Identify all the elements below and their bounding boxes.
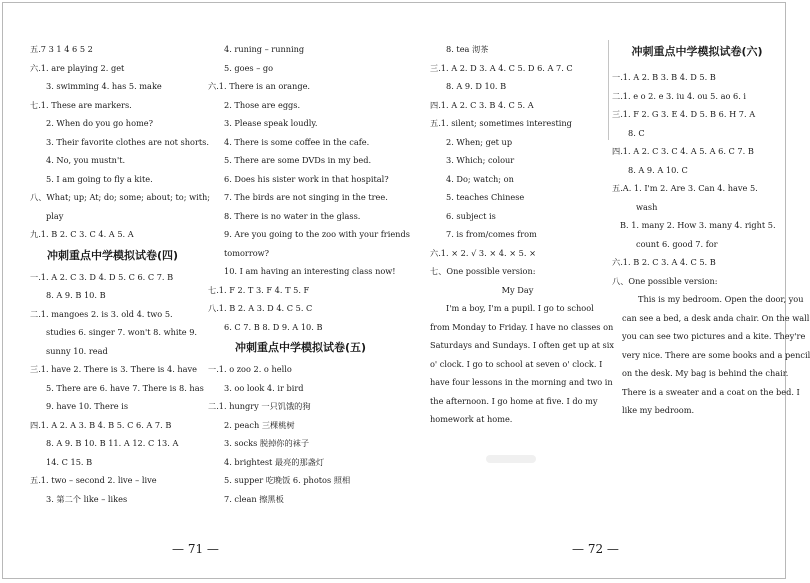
answer-line: 4. brightest 最亮的那盏灯 — [224, 456, 325, 467]
answer-line: 五.1. two – second 2. live – live — [30, 475, 157, 485]
answer-block — [430, 40, 605, 281]
answer-line: 8. There is no water in the glass. — [224, 210, 361, 221]
answer-block — [30, 268, 204, 509]
essay-paragraph — [430, 299, 614, 429]
answer-line: 5. There are 6. have 7. There is 8. has — [46, 382, 204, 393]
answer-line: 3. 第二个 like – likes — [46, 493, 128, 504]
answer-line: 二.1. e o 2. e 3. iu 4. ou 5. ao 6. i — [612, 90, 747, 101]
page-number-right: — 72 — — [572, 542, 619, 556]
answer-line: wash — [636, 201, 658, 212]
answer-line: 5. teaches Chinese — [446, 192, 525, 202]
answer-line: 五.7 3 1 4 6 5 2 — [30, 44, 93, 54]
answer-line: 五.1. silent; sometimes interesting — [430, 118, 572, 128]
answer-line: 8. C — [628, 127, 645, 138]
answer-block — [208, 40, 410, 336]
answer-line: 8. A 9. B 10. B 11. A 12. C 13. A — [46, 438, 179, 448]
answer-line: 6. subject is — [446, 210, 496, 221]
essay-line: from Monday to Friday. I have no classes on — [430, 321, 614, 332]
essay-line: you can see two pictures and a kite. They're — [622, 331, 806, 341]
answer-line: 六.1. are playing 2. get — [30, 62, 125, 73]
answer-line: 4. There is some coffee in the cafe. — [224, 136, 370, 147]
essay-line: There is a sweater and a coat on the bed. I — [622, 386, 800, 397]
answer-line: 六.1. There is an orange. — [208, 81, 311, 91]
answer-line: play — [46, 210, 64, 221]
answer-line: 8. A 9. B 10. B — [46, 290, 106, 300]
column-divider — [608, 40, 609, 140]
essay-line: Saturdays and Sundays. I often get up at six — [430, 340, 614, 350]
answer-line: 6. Does his sister work in that hospital? — [224, 173, 389, 184]
answer-line: 3. Please speak loudly. — [224, 118, 318, 128]
section-title-exam-6: 冲刺重点中学模拟试卷(六) — [631, 45, 763, 58]
section-title-exam-4: 冲刺重点中学模拟试卷(四) — [46, 248, 179, 262]
essay-line: the afternoon. I go home at five. I do my — [430, 395, 598, 406]
answer-line: 4. runing – running — [224, 44, 305, 54]
scan-smudge — [486, 455, 536, 463]
answer-line: 3. socks 脱掉你的袜子 — [224, 438, 310, 448]
essay-line: I'm a boy, I'm a pupil. I go to school — [446, 303, 594, 313]
answer-line: count 6. good 7. for — [636, 238, 718, 249]
answer-line: 5. goes – go — [224, 62, 274, 73]
answer-line: 8. tea 沏茶 — [446, 44, 489, 54]
answer-line: 5. supper 吃晚饭 6. photos 照相 — [224, 475, 351, 485]
answer-line: 五.A. 1. I'm 2. Are 3. Can 4. have 5. — [612, 183, 758, 193]
answer-line: 9. Are you going to the zoo with your friends — [224, 229, 410, 239]
answer-line: 3. Their favorite clothes are not shorts. — [46, 136, 209, 147]
answer-line: 七、One possible version: — [430, 266, 536, 276]
essay-line: homework at home. — [430, 414, 513, 424]
answer-line: 14. C 15. B — [46, 456, 93, 467]
answer-line: 2. When do you go home? — [46, 118, 154, 128]
answer-line: studies 6. singer 7. won't 8. white 9. — [46, 327, 198, 337]
answer-line: 4. Do; watch; on — [446, 173, 514, 184]
answer-line: sunny 10. read — [46, 345, 108, 356]
answer-line: 三.1. A 2. D 3. A 4. C 5. D 6. A 7. C — [430, 62, 573, 73]
answer-block — [208, 360, 393, 508]
answer-line: 七.1. These are markers. — [30, 99, 132, 110]
answer-line: 八.1. B 2. A 3. D 4. C 5. C — [208, 303, 313, 313]
answer-line: 9. have 10. There is — [46, 401, 129, 411]
answer-line: 10. I am having an interesting class now! — [224, 266, 396, 276]
section-title-exam-5: 冲刺重点中学模拟试卷(五) — [234, 341, 367, 354]
answer-line: 5. I am going to fly a kite. — [46, 173, 153, 184]
answer-line: B. 1. many 2. How 3. many 4. right 5. — [620, 220, 776, 230]
answer-line: 六.1. × 2. √ 3. × 4. × 5. × — [430, 247, 536, 258]
answer-line: 2. Those are eggs. — [224, 99, 301, 110]
essay-line: This is my bedroom. Open the door, you — [638, 294, 804, 304]
answer-line: 2. peach 三棵桃树 — [224, 419, 295, 430]
answer-line: 四.1. A 2. C 3. B 4. C 5. A — [430, 99, 534, 110]
right-page-column-1 — [430, 40, 614, 429]
answer-line: 二.1. hungry 一只饥饿的狗 — [208, 401, 311, 411]
answer-line: 四.1. A 2. C 3. C 4. A 5. A 6. C 7. B — [612, 146, 754, 156]
essay-paragraph — [612, 290, 810, 420]
answer-line: 3. oo look 4. ir bird — [224, 382, 304, 393]
answer-line: tomorrow? — [224, 247, 270, 258]
essay-line: like my bedroom. — [622, 405, 695, 415]
essay-line: very nice. There are some books and a pencil — [622, 349, 810, 360]
answer-line: 3. swimming 4. has 5. make — [46, 81, 162, 91]
answer-line: 七.1. F 2. T 3. F 4. T 5. F — [208, 284, 310, 295]
answer-line: 8. A 9. D 10. B — [446, 81, 507, 91]
answer-line: 八、One possible version: — [612, 275, 718, 286]
answer-line: 六.1. B 2. C 3. A 4. C 5. B — [612, 257, 716, 267]
answer-line: 4. No, you mustn't. — [46, 155, 126, 165]
answer-line: 7. is from/comes from — [446, 229, 537, 239]
answer-line: 一.1. A 2. C 3. D 4. D 5. C 6. C 7. B — [30, 271, 174, 282]
answer-block — [612, 68, 782, 290]
essay-line: on the desk. My bag is behind the chair. — [622, 368, 789, 378]
left-page-column-2 — [208, 40, 410, 508]
essay-line: o' clock. I go to school at seven o' clock. I — [430, 358, 603, 369]
answer-line: 九.1. B 2. C 3. C 4. A 5. A — [30, 229, 134, 239]
left-page-column-1 — [30, 40, 211, 508]
essay-line: have four lessons in the morning and two in — [430, 377, 613, 387]
answer-line: 一.1. o zoo 2. o hello — [208, 364, 292, 374]
answer-line: 三.1. F 2. G 3. E 4. D 5. B 6. H 7. A — [612, 109, 756, 119]
answer-block — [30, 40, 211, 244]
right-page-column-2 — [612, 40, 810, 420]
essay-line: can see a bed, a desk anda chair. On the wall — [622, 312, 810, 323]
answer-line: 三.1. have 2. There is 3. There is 4. have — [30, 364, 198, 374]
answer-line: 3. Which; colour — [446, 155, 515, 165]
answer-line: 8. A 9. A 10. C — [628, 164, 688, 175]
answer-line: 二.1. mangoes 2. is 3. old 4. two 5. — [30, 308, 173, 319]
answer-line: 一.1. A 2. B 3. B 4. D 5. B — [612, 72, 716, 82]
answer-line: 2. When; get up — [446, 136, 513, 147]
essay-title: My Day — [501, 284, 534, 295]
answer-line: 7. clean 擦黑板 — [224, 493, 284, 504]
answer-line: 6. C 7. B 8. D 9. A 10. B — [224, 321, 323, 332]
answer-line: 八、What; up; At; do; some; about; to; with; — [30, 192, 211, 202]
page-number-left: — 71 — — [172, 542, 219, 556]
answer-line: 5. There are some DVDs in my bed. — [224, 155, 372, 165]
answer-line: 7. The birds are not singing in the tree. — [224, 192, 388, 202]
answer-line: 四.1. A 2. A 3. B 4. B 5. C 6. A 7. B — [30, 419, 172, 430]
